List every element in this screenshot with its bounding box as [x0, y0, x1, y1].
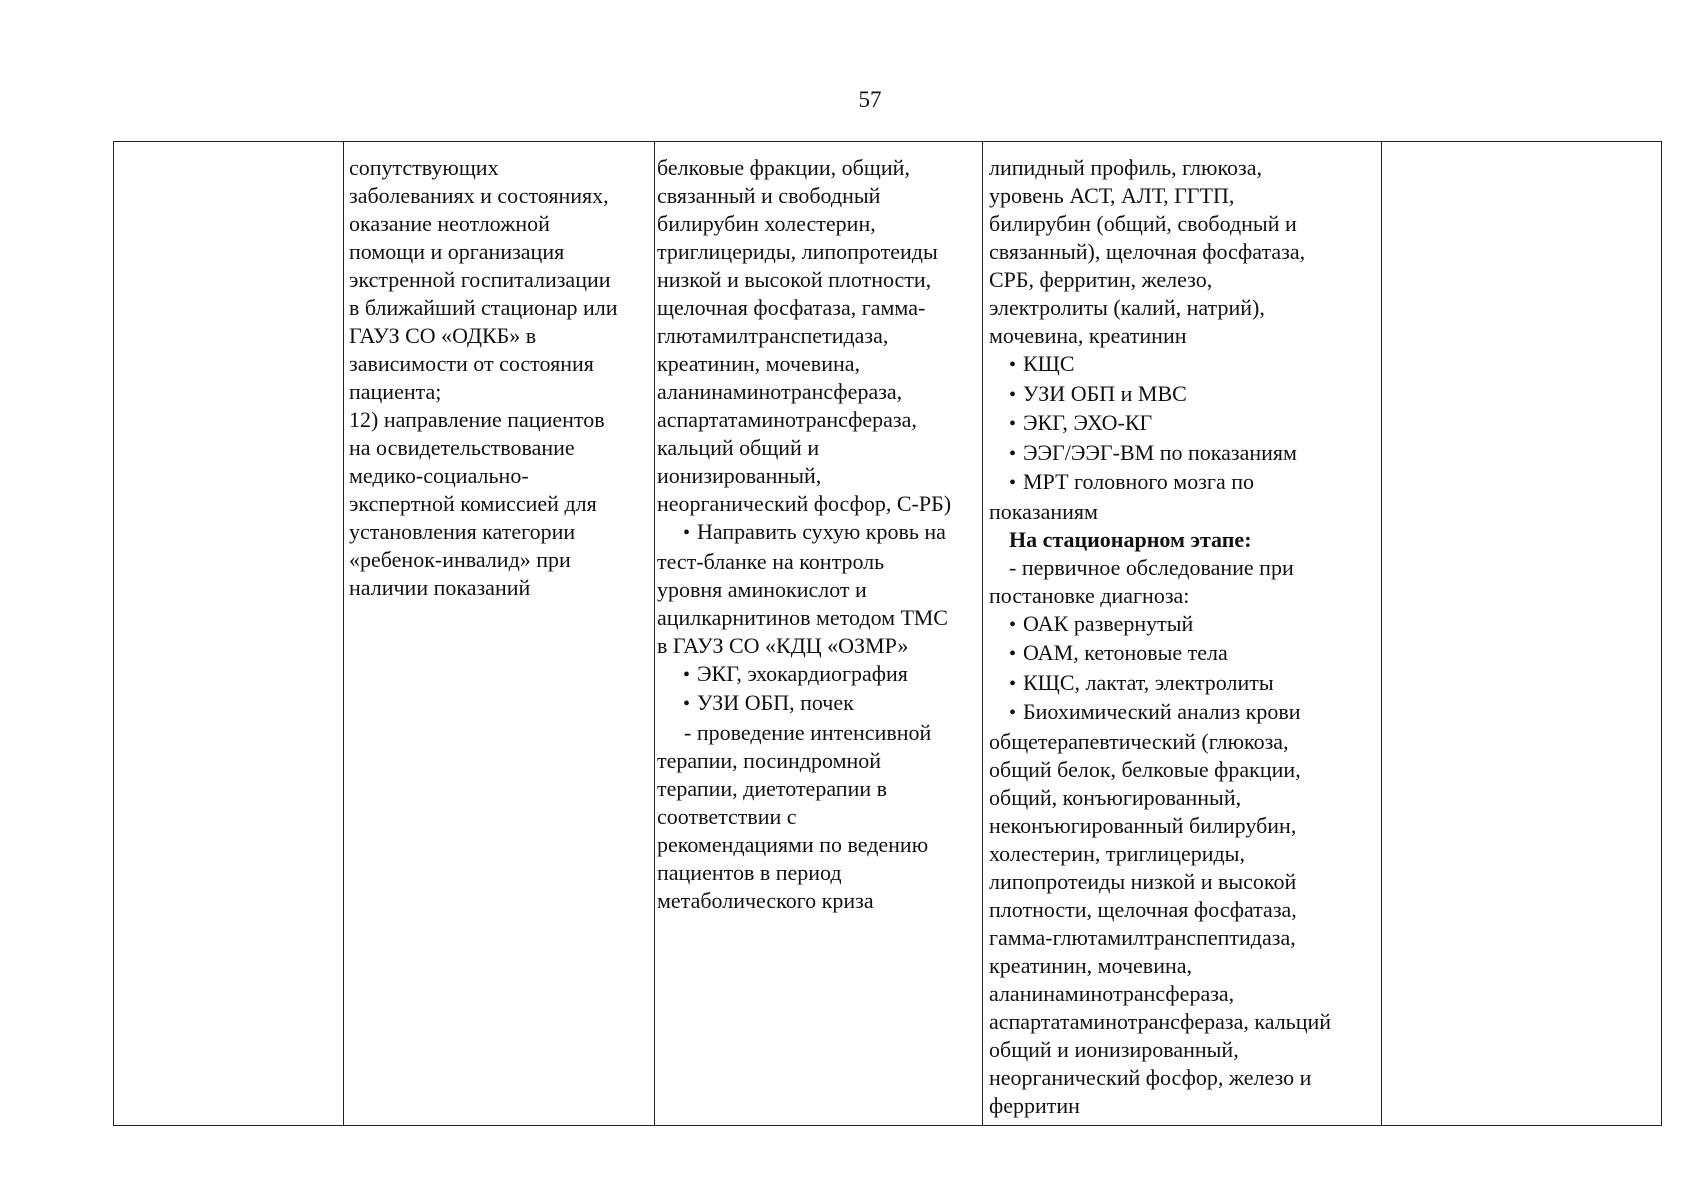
text-line: гамма-глютамилтранспептидаза,	[989, 924, 1296, 950]
bullet-item: • ОАМ, кетоновые тела	[989, 639, 1381, 669]
text-line: липидный профиль, глюкоза,	[989, 155, 1262, 180]
table-column-1	[114, 142, 343, 1125]
text-line: «ребенок-инвалид» при	[349, 547, 571, 572]
text-line: креатинин, мочевина,	[989, 952, 1193, 978]
column-3-text	[655, 142, 982, 915]
bullet-item: • ЭЭГ/ЭЭГ-ВМ по показаниям	[989, 439, 1381, 469]
text-line: терапии, диетотерапии в	[657, 775, 888, 801]
text-line: на освидетельствование	[349, 435, 575, 460]
text-line: мочевина, креатинин	[989, 323, 1187, 348]
text-line: холестерин, триглицериды,	[989, 840, 1245, 866]
bullet-item: • КЩС	[989, 350, 1381, 380]
bullet-item: • КЩС, лактат, электролиты	[989, 669, 1381, 699]
bullet-item: • Направить сухую кровь на	[657, 518, 982, 548]
text-line: показаниям	[989, 498, 1098, 524]
text-line: ферритин	[989, 1092, 1080, 1118]
text-line: аланинаминотрансфераза,	[989, 980, 1235, 1006]
text-line: щелочная фосфатаза, гамма-	[657, 295, 926, 320]
text-line: в ГАУЗ СО «КДЦ «ОЗМР»	[657, 632, 909, 658]
text-line: терапии, посиндромной	[657, 747, 882, 773]
text-line: оказание неотложной	[349, 211, 550, 236]
bullet-item: • ЭКГ, ЭХО-КГ	[989, 409, 1381, 439]
text-line: соответствии с	[657, 803, 797, 829]
text-line: пациента;	[349, 379, 442, 404]
text-line: билирубин холестерин,	[657, 211, 876, 236]
text-line: плотности, щелочная фосфатаза,	[989, 896, 1297, 922]
text-line: аланинаминотрансфераза,	[657, 379, 903, 404]
text-line: установления категории	[349, 519, 576, 544]
text-line: липопротеиды низкой и высокой	[989, 868, 1297, 894]
text-line: креатинин, мочевина,	[657, 351, 861, 376]
text-line: экспертной комиссией для	[349, 491, 597, 516]
text-line: уровня аминокислот и	[657, 576, 867, 602]
text-line: в ближайший стационар или	[349, 295, 618, 320]
text-line: СРБ, ферритин, железо,	[989, 267, 1213, 292]
text-line: неконъюгированный билирубин,	[989, 812, 1297, 838]
text-line: - проведение интенсивной	[684, 719, 932, 745]
text-line: триглицериды, липопротеиды	[657, 239, 938, 264]
text-line: связанный), щелочная фосфатаза,	[989, 239, 1306, 264]
text-line: связанный и свободный	[657, 183, 881, 208]
text-line: низкой и высокой плотности,	[657, 267, 932, 292]
text-line: пациентов в период	[657, 859, 842, 885]
bullet-item: • МРТ головного мозга по	[989, 468, 1381, 498]
bullet-item: • УЗИ ОБП и МВС	[989, 380, 1381, 410]
text-line: - первичное обследование при	[1009, 554, 1294, 580]
text-line: общетерапевтический (глюкоза,	[989, 728, 1289, 754]
text-line: электролиты (калий, натрий),	[989, 295, 1265, 320]
text-line: ГАУЗ СО «ОДКБ» в	[349, 323, 537, 348]
inpatient-heading: На стационарном этапе:	[1009, 526, 1252, 552]
text-line: 12) направление пациентов	[349, 407, 605, 432]
bullet-item: • ОАК развернутый	[989, 610, 1381, 640]
text-line: сопутствующих	[349, 155, 499, 180]
document-table	[113, 141, 1662, 1126]
text-line: аспартатаминотрансфераза, кальций	[989, 1008, 1332, 1034]
text-line: ионизированный,	[657, 463, 822, 488]
table-column-2	[343, 142, 654, 1125]
table-column-5	[1381, 142, 1663, 1125]
text-line: глютамилтранспетидаза,	[657, 323, 889, 348]
column-4-text	[983, 142, 1381, 1120]
page-number: 57	[858, 87, 882, 112]
table-column-3	[654, 142, 982, 1125]
text-line: наличии показаний	[349, 575, 531, 600]
text-line: помощи и организация	[349, 239, 565, 264]
text-line: медико-социально-	[349, 463, 529, 488]
bullet-item: • Биохимический анализ крови	[989, 698, 1381, 728]
text-line: билирубин (общий, свободный и	[989, 211, 1297, 236]
text-line: рекомендациями по ведению	[657, 831, 929, 857]
text-line: общий и ионизированный,	[989, 1036, 1239, 1062]
text-line: кальций общий и	[657, 435, 820, 460]
column-2-text	[344, 142, 654, 602]
text-line: аспартатаминотрансфераза,	[657, 407, 917, 432]
text-line: зависимости от состояния	[349, 351, 594, 376]
text-line: тест-бланке на контроль	[657, 548, 885, 574]
text-line: уровень АСТ, АЛТ, ГГТП,	[989, 183, 1235, 208]
text-line: общий белок, белковые фракции,	[989, 756, 1301, 782]
text-line: экстренной госпитализации	[349, 267, 611, 292]
text-line: постановке диагноза:	[989, 582, 1190, 608]
text-line: белковые фракции, общий,	[657, 155, 910, 180]
text-line: ацилкарнитинов методом ТМС	[657, 604, 948, 630]
bullet-item: • УЗИ ОБП, почек	[657, 689, 982, 719]
text-line: неорганический фосфор, С-РБ)	[657, 491, 952, 516]
bullet-item: • ЭКГ, эхокардиография	[657, 660, 982, 690]
text-line: метаболического криза	[657, 887, 874, 913]
text-line: общий, конъюгированный,	[989, 784, 1242, 810]
text-line: неорганический фосфор, железо и	[989, 1064, 1312, 1090]
table-column-4	[982, 142, 1381, 1125]
text-line: заболеваниях и состояниях,	[349, 183, 609, 208]
